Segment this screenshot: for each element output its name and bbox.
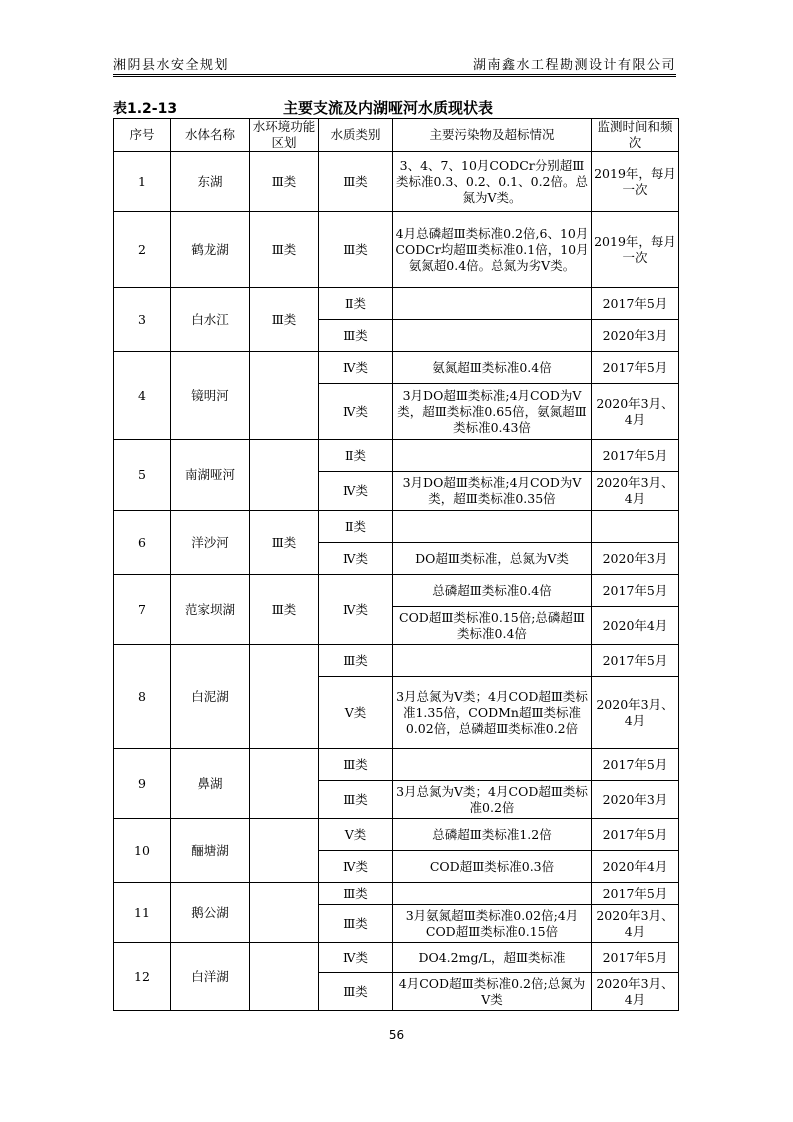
cell-pollutant: DO4.2mg/L，超Ⅲ类标准 — [393, 943, 592, 973]
page-number: 56 — [388, 1028, 405, 1042]
cell-class: Ⅲ类 — [319, 973, 393, 1011]
cell-zone: Ⅲ类 — [250, 152, 319, 212]
header-rule — [113, 74, 676, 75]
cell-zone — [250, 819, 319, 883]
column-header: 序号 — [114, 119, 171, 152]
cell-name: 白洋湖 — [171, 943, 250, 1011]
cell-name: 酾塘湖 — [171, 819, 250, 883]
cell-pollutant: 3、4、7、10月CODCr分别超Ⅲ类标准0.3、0.2、0.1、0.2倍。总氮为Ⅴ类。 — [393, 152, 592, 212]
cell-time: 2017年5月 — [592, 943, 679, 973]
cell-no: 3 — [114, 288, 171, 352]
cell-zone: Ⅲ类 — [250, 212, 319, 288]
cell-pollutant — [393, 288, 592, 320]
cell-pollutant: COD超Ⅲ类标准0.3倍 — [393, 851, 592, 883]
cell-no: 8 — [114, 645, 171, 749]
cell-class: Ⅲ类 — [319, 152, 393, 212]
cell-no: 9 — [114, 749, 171, 819]
cell-zone: Ⅲ类 — [250, 575, 319, 645]
cell-time: 2020年3月、4月 — [592, 384, 679, 440]
cell-class: Ⅲ类 — [319, 645, 393, 677]
cell-zone — [250, 440, 319, 511]
cell-time: 2019年，每月一次 — [592, 212, 679, 288]
cell-time — [592, 511, 679, 543]
column-header: 主要污染物及超标情况 — [393, 119, 592, 152]
table-title: 主要支流及内湖哑河水质现状表 — [283, 99, 494, 117]
cell-time: 2020年3月、4月 — [592, 905, 679, 943]
cell-zone — [250, 352, 319, 440]
table-row — [114, 575, 679, 607]
cell-class: Ⅲ类 — [319, 320, 393, 352]
table-number: 表1.2-13 — [113, 101, 178, 117]
cell-name: 镜明河 — [171, 352, 250, 440]
cell-class: Ⅲ类 — [319, 212, 393, 288]
table-row — [114, 819, 679, 851]
header-right-company: 湖南鑫水工程勘测设计有限公司 — [472, 58, 676, 73]
cell-no: 4 — [114, 352, 171, 440]
cell-zone — [250, 749, 319, 819]
cell-class: Ⅴ类 — [319, 819, 393, 851]
cell-zone: Ⅲ类 — [250, 288, 319, 352]
cell-zone: Ⅲ类 — [250, 511, 319, 575]
cell-pollutant: 3月氨氮超Ⅲ类标准0.02倍;4月COD超Ⅲ类标准0.15倍 — [393, 905, 592, 943]
cell-class: Ⅳ类 — [319, 543, 393, 575]
cell-pollutant: 4月总磷超Ⅲ类标准0.2倍,6、10月CODCr均超Ⅲ类标准0.1倍，10月氨氮超0.4倍。总氮为劣Ⅴ类。 — [393, 212, 592, 288]
table-row — [114, 152, 679, 212]
cell-time: 2017年5月 — [592, 749, 679, 781]
cell-class: Ⅲ类 — [319, 905, 393, 943]
cell-class: Ⅳ类 — [319, 352, 393, 384]
cell-no: 6 — [114, 511, 171, 575]
cell-time: 2017年5月 — [592, 575, 679, 607]
table-row — [114, 883, 679, 905]
cell-no: 5 — [114, 440, 171, 511]
cell-no: 1 — [114, 152, 171, 212]
cell-pollutant: 3月DO超Ⅲ类标准;4月COD为Ⅴ类，超Ⅲ类标准0.65倍，氨氮超Ⅲ类标准0.43倍 — [393, 384, 592, 440]
cell-time: 2020年3月 — [592, 320, 679, 352]
table-row — [114, 511, 679, 543]
cell-name: 鹅公湖 — [171, 883, 250, 943]
table-row — [114, 749, 679, 781]
page-header — [113, 52, 676, 72]
cell-no: 7 — [114, 575, 171, 645]
cell-name: 东湖 — [171, 152, 250, 212]
cell-no: 10 — [114, 819, 171, 883]
header-left-title: 湘阴县水安全规划 — [113, 58, 230, 73]
cell-class: Ⅳ类 — [319, 943, 393, 973]
table-row — [114, 352, 679, 384]
table-header-row — [114, 119, 679, 152]
cell-class: Ⅱ类 — [319, 288, 393, 320]
cell-pollutant — [393, 440, 592, 472]
table-row — [114, 943, 679, 973]
cell-class: Ⅳ类 — [319, 575, 393, 645]
cell-class: Ⅲ类 — [319, 781, 393, 819]
cell-pollutant: 氨氮超Ⅲ类标准0.4倍 — [393, 352, 592, 384]
cell-class: Ⅱ类 — [319, 511, 393, 543]
cell-pollutant — [393, 320, 592, 352]
cell-time: 2020年3月 — [592, 543, 679, 575]
cell-name: 洋沙河 — [171, 511, 250, 575]
cell-pollutant: 3月总氮为Ⅴ类；4月COD超Ⅲ类标准1.35倍，CODMn超Ⅲ类标准0.02倍，总磷超Ⅲ类标准0.2倍 — [393, 677, 592, 749]
cell-time: 2020年3月 — [592, 781, 679, 819]
cell-pollutant — [393, 883, 592, 905]
table-row — [114, 212, 679, 288]
column-header: 水体名称 — [171, 119, 250, 152]
cell-no: 11 — [114, 883, 171, 943]
cell-time: 2020年3月、4月 — [592, 973, 679, 1011]
column-header: 监测时间和频次 — [592, 119, 679, 152]
cell-time: 2017年5月 — [592, 645, 679, 677]
cell-pollutant: DO超Ⅲ类标准，总氮为Ⅴ类 — [393, 543, 592, 575]
cell-no: 2 — [114, 212, 171, 288]
table-row — [114, 440, 679, 472]
cell-class: Ⅳ类 — [319, 472, 393, 511]
cell-class: Ⅲ类 — [319, 749, 393, 781]
cell-pollutant — [393, 645, 592, 677]
column-header: 水环境功能区划 — [250, 119, 319, 152]
cell-class: Ⅴ类 — [319, 677, 393, 749]
cell-class: Ⅱ类 — [319, 440, 393, 472]
cell-pollutant: 总磷超Ⅲ类标准0.4倍 — [393, 575, 592, 607]
cell-time: 2020年4月 — [592, 607, 679, 645]
cell-class: Ⅲ类 — [319, 883, 393, 905]
column-header: 水质类别 — [319, 119, 393, 152]
cell-zone — [250, 943, 319, 1011]
cell-name: 鹤龙湖 — [171, 212, 250, 288]
header-rule-thin — [113, 76, 676, 77]
cell-time: 2020年3月、4月 — [592, 677, 679, 749]
cell-pollutant: 总磷超Ⅲ类标准1.2倍 — [393, 819, 592, 851]
cell-pollutant: 3月DO超Ⅲ类标准;4月COD为Ⅴ类，超Ⅲ类标准0.35倍 — [393, 472, 592, 511]
cell-time: 2019年，每月一次 — [592, 152, 679, 212]
water-quality-table — [113, 118, 679, 1011]
cell-time: 2017年5月 — [592, 288, 679, 320]
cell-no: 12 — [114, 943, 171, 1011]
cell-zone — [250, 883, 319, 943]
cell-name: 鼻湖 — [171, 749, 250, 819]
cell-class: Ⅳ类 — [319, 851, 393, 883]
table-row — [114, 288, 679, 320]
cell-time: 2017年5月 — [592, 819, 679, 851]
cell-time: 2020年4月 — [592, 851, 679, 883]
cell-pollutant: 4月COD超Ⅲ类标准0.2倍;总氮为Ⅴ类 — [393, 973, 592, 1011]
cell-pollutant — [393, 511, 592, 543]
cell-pollutant — [393, 749, 592, 781]
cell-name: 白泥湖 — [171, 645, 250, 749]
cell-name: 范家坝湖 — [171, 575, 250, 645]
cell-time: 2017年5月 — [592, 440, 679, 472]
cell-name: 南湖哑河 — [171, 440, 250, 511]
cell-time: 2017年5月 — [592, 883, 679, 905]
cell-time: 2020年3月、4月 — [592, 472, 679, 511]
table-row — [114, 645, 679, 677]
cell-zone — [250, 645, 319, 749]
cell-pollutant: 3月总氮为Ⅴ类；4月COD超Ⅲ类标准0.2倍 — [393, 781, 592, 819]
cell-name: 白水江 — [171, 288, 250, 352]
cell-pollutant: COD超Ⅲ类标准0.15倍;总磷超Ⅲ类标准0.4倍 — [393, 607, 592, 645]
cell-class: Ⅳ类 — [319, 384, 393, 440]
cell-time: 2017年5月 — [592, 352, 679, 384]
